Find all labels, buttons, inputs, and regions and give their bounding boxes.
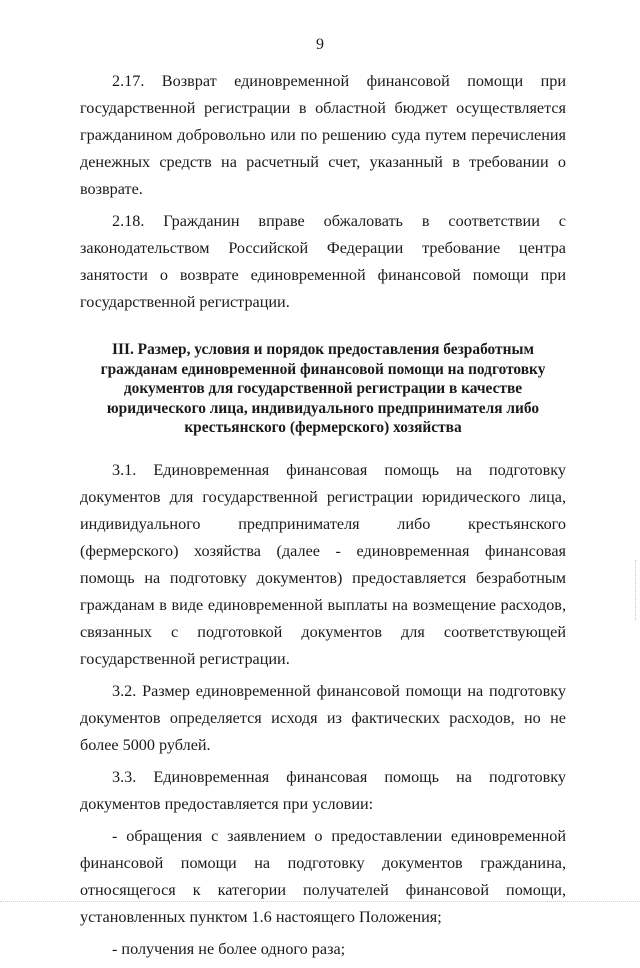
section-title-line: гражданам единовременной финансовой помощи на подготовку [100, 360, 546, 378]
paragraph-2-17: 2.17. Возврат единовременной финансовой помощи при государственной регистрации в областной бюджет осуществляется гражданином добровольно или по решению суда путем перечисления денежных средств на расчетный счет, указанный в требовании о возврате. [80, 72, 566, 198]
document-body [80, 68, 566, 968]
paragraph-2-18: 2.18. Гражданин вправе обжаловать в соответствии с законодательством Российской Федерации требование центра занятости о возврате единовременной финансовой помощи при государственной регистрации. [80, 212, 566, 311]
section-title-line: юридического лица, индивидуального предпринимателя либо [106, 399, 540, 417]
section-title-line: III. Размер, условия и порядок предоставления безработным [112, 341, 534, 358]
paragraph-3-1: 3.1. Единовременная финансовая помощь на подготовку документов для государственной регистрации юридического лица, индивидуального предпринимателя либо крестьянского (фермерского) хозяйства (далее - единовременная финансовая помощь на подготовку документов) предоставляется безработным гражданам в виде единовременной выплаты на возмещение расходов, связанных с подготовкой документов для соответствующей государственной регистрации. [80, 460, 566, 668]
scan-artifact [0, 900, 640, 902]
condition-item: - получения не более одного раза; [112, 939, 346, 958]
section-title-line: документов для государственной регистрации в качестве [123, 380, 523, 398]
scan-artifact [634, 560, 636, 620]
paragraph-3-3: 3.3. Единовременная финансовая помощь на подготовку документов предоставляется при условии: [80, 767, 566, 813]
section-title-line: крестьянского (фермерского) хозяйства [184, 419, 462, 437]
page-number: 9 [316, 36, 324, 53]
section-title [80, 340, 566, 438]
paragraph-3-2: 3.2. Размер единовременной финансовой помощи на подготовку документов определяется исходя из фактических расходов, но не более 5000 рублей. [80, 681, 566, 754]
condition-item: - обращения с заявлением о предоставлении единовременной финансовой помощи на подготовку документов гражданина, относящегося к категории получателей финансовой помощи, установленных пунктом 1.6 настоящего Положения; [80, 826, 566, 926]
